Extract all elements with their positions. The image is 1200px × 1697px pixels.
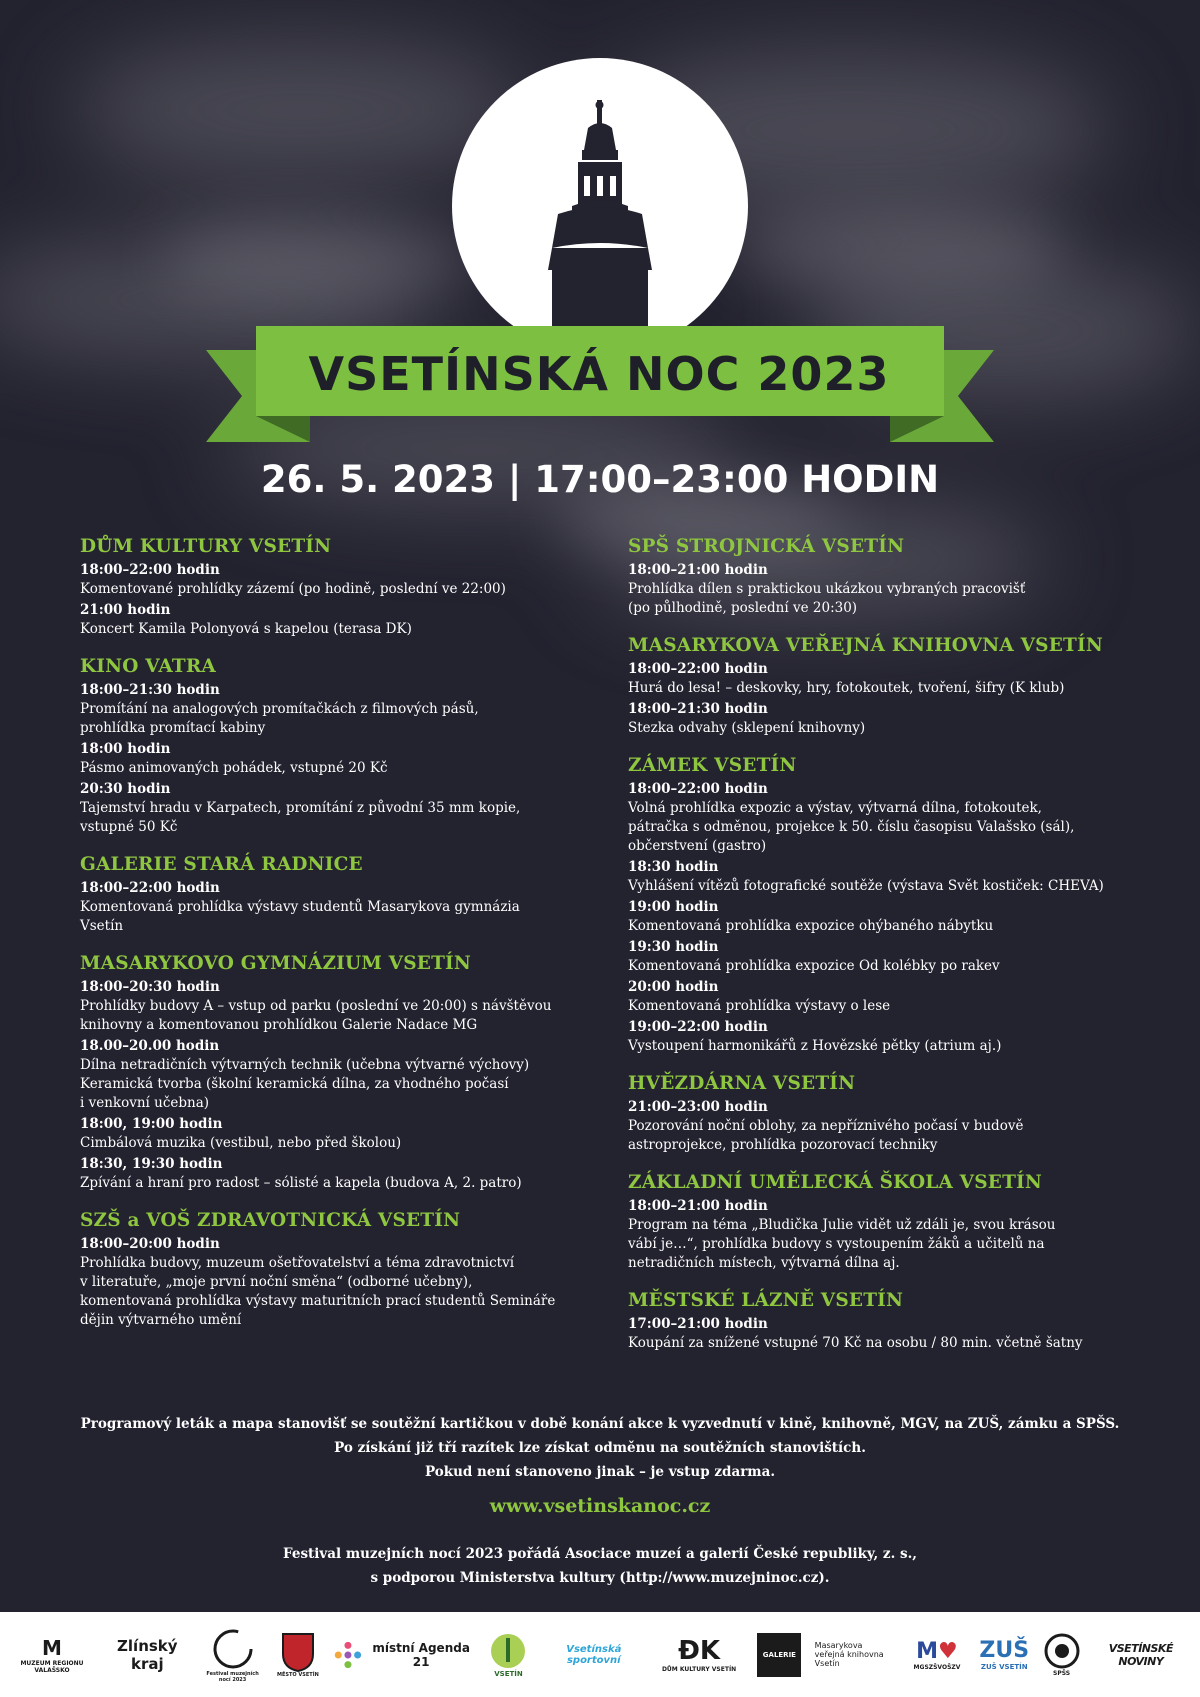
event-time: 18:00–20:00 hodin xyxy=(80,1236,220,1252)
event-description: vstupné 50 Kč xyxy=(80,819,178,835)
festival-muzejnich-noci-logo: Festival muzejních nocí 2023 xyxy=(203,1622,263,1688)
event-description: v literatuře, „moje první noční směna“ (odborné učebny), xyxy=(80,1274,473,1290)
event-description: Koupání za snížené vstupné 70 Kč na osobu / 80 min. včetně šatny xyxy=(628,1335,1083,1351)
venue-section xyxy=(80,953,600,1193)
event-time: 18:00–21:00 hodin xyxy=(628,1198,768,1214)
mesto-vsetin-crest-logo: MĚSTO VSETÍN xyxy=(273,1622,323,1688)
event-time: 20:00 hodin xyxy=(628,979,719,995)
organizer-line: Festival muzejních nocí 2023 pořádá Asociace muzeí a galerií České republiky, z. s., xyxy=(283,1546,917,1562)
info-text xyxy=(0,1412,1200,1484)
event-description: Vystoupení harmonikářů z Hovězské pětky (atrium aj.) xyxy=(628,1038,1002,1054)
event-description: Promítání na analogových promítačkách z filmových pásů, xyxy=(80,701,479,717)
event-time: 18:00–22:00 hodin xyxy=(628,661,768,677)
event-date-time: 26. 5. 2023 | 17:00–23:00 HODIN xyxy=(260,458,940,501)
event-time: 18:30 hodin xyxy=(628,859,719,875)
event-description: Pozorování noční oblohy, za nepříznivého počasí v budově xyxy=(628,1118,1024,1134)
event-time: 18:00–21:30 hodin xyxy=(628,701,768,717)
event-description: Vsetín xyxy=(80,918,124,934)
program-left-column xyxy=(80,536,600,1347)
organizer-line: s podporou Ministerstva kultury (http://www.muzejninoc.cz). xyxy=(370,1570,830,1586)
zus-vsetin-logo: ZUŠ ZUŠ VSETÍN xyxy=(979,1638,1030,1671)
event-time: 18:00–22:00 hodin xyxy=(80,880,220,896)
venue-name: SZŠ a VOŠ ZDRAVOTNICKÁ VSETÍN xyxy=(80,1210,461,1231)
event-time: 18:00–22:00 hodin xyxy=(628,781,768,797)
event-description: Prohlídky budovy A – vstup od parku (poslední ve 20:00) s návštěvou xyxy=(80,998,552,1014)
venue-section xyxy=(628,1172,1128,1273)
venue-name: ZÁKLADNÍ UMĚLECKÁ ŠKOLA VSETÍN xyxy=(628,1172,1043,1193)
event-description: Dílna netradičních výtvarných technik (učebna výtvarné výchovy) xyxy=(80,1057,530,1073)
event-description: Prohlídka budovy, muzeum ošetřovatelství a téma zdravotnictví xyxy=(80,1255,515,1271)
vsetinska-sportovni-logo: Vsetínská sportovní xyxy=(566,1643,622,1666)
event-time: 21:00–23:00 hodin xyxy=(628,1099,768,1115)
event-time: 17:00–21:00 hodin xyxy=(628,1316,768,1332)
venue-name: MASARYKOVO GYMNÁZIUM VSETÍN xyxy=(80,953,472,974)
event-description: Stezka odvahy (sklepení knihovny) xyxy=(628,720,866,736)
event-description: Zpívání a hraní pro radost – sólisté a kapela (budova A, 2. patro) xyxy=(80,1175,522,1191)
event-description: astroprojekce, prohlídka pozorovací techniky xyxy=(628,1137,938,1153)
event-description: knihovny a komentovanou prohlídkou Galerie Nadace MG xyxy=(80,1017,478,1033)
program-right-column xyxy=(628,536,1128,1370)
event-description: pátračka s odměnou, projekce k 50. číslu časopisu Valašsko (sál), xyxy=(628,819,1075,835)
event-description: Keramická tvorba (školní keramická dílna, za vhodného počasí xyxy=(80,1076,509,1092)
event-description: Komentovaná prohlídka výstavy o lese xyxy=(628,998,891,1014)
event-time: 18:00 hodin xyxy=(80,741,171,757)
venue-section xyxy=(80,854,600,936)
event-description: (po půlhodině, poslední ve 20:30) xyxy=(628,600,858,616)
event-description: Prohlídka dílen s praktickou ukázkou vybraných pracovišť xyxy=(628,581,1026,597)
vsetinske-noviny-logo: VSETÍNSKÉ NOVINY xyxy=(1108,1641,1173,1668)
website-link[interactable]: www.vsetinskanoc.cz xyxy=(489,1495,711,1517)
venue-section xyxy=(628,1290,1128,1353)
museum-regionu-valassko-logo: M MUZEUM REGIONU VALAŠSKO xyxy=(20,1635,84,1674)
event-description: Pásmo animovaných pohádek, vstupné 20 Kč xyxy=(80,760,388,776)
event-description: Koncert Kamila Polonyová s kapelou (terasa DK) xyxy=(80,621,412,637)
event-time: 21:00 hodin xyxy=(80,602,171,618)
venue-name: KINO VATRA xyxy=(80,656,216,677)
event-time: 19:30 hodin xyxy=(628,939,719,955)
venue-name: GALERIE STARÁ RADNICE xyxy=(80,854,363,875)
info-line: Programový leták a mapa stanovišť se soutěžní kartičkou v době konání akce k vyzvednutí v kině, knihovně, MGV, na ZUŠ, zámku a SPŠS. xyxy=(80,1416,1120,1432)
event-title: VSETÍNSKÁ NOC 2023 xyxy=(308,347,890,401)
venue-name: ZÁMEK VSETÍN xyxy=(628,755,797,776)
zdrave-mesto-vsetin-logo: VSETÍN xyxy=(483,1622,533,1688)
venue-section xyxy=(80,656,600,837)
event-description: Tajemství hradu v Karpatech, promítání z původní 35 mm kopie, xyxy=(80,800,521,816)
event-description: Cimbálová muzika (vestibul, nebo před školou) xyxy=(80,1135,402,1151)
venue-section xyxy=(80,536,600,639)
event-time: 18:00–21:00 hodin xyxy=(628,562,768,578)
venue-section xyxy=(628,635,1128,738)
event-time: 18:00–20:30 hodin xyxy=(80,979,220,995)
info-line: Pokud není stanoveno jinak – je vstup zdarma. xyxy=(424,1464,776,1480)
venue-name: MĚSTSKÉ LÁZNĚ VSETÍN xyxy=(628,1290,904,1311)
event-time: 20:30 hodin xyxy=(80,781,171,797)
event-description: netradičních místech, výtvarná dílna aj. xyxy=(628,1255,900,1271)
event-time: 18:00, 19:00 hodin xyxy=(80,1116,223,1132)
organizer-text xyxy=(0,1542,1200,1590)
dum-kultury-vsetin-logo: ĐK DŮM KULTURY VSETÍN xyxy=(661,1636,737,1673)
venue-section xyxy=(80,1210,600,1330)
masarykova-knihovna-logo: Masarykova veřejná knihovna Vsetín xyxy=(814,1641,884,1668)
venue-section xyxy=(628,1073,1128,1155)
event-time: 18:00–22:00 hodin xyxy=(80,562,220,578)
event-description: Komentovaná prohlídka expozice ohýbaného nábytku xyxy=(628,918,994,934)
event-description: Komentované prohlídky zázemí (po hodině, poslední ve 22:00) xyxy=(80,581,506,597)
info-line: Po získání již tří razítek lze získat odměnu na soutěžních stanovištích. xyxy=(334,1440,866,1456)
zlinsky-kraj-logo: Zlínský kraj xyxy=(117,1636,178,1673)
event-time: 18:30, 19:30 hodin xyxy=(80,1156,223,1172)
event-time: 19:00–22:00 hodin xyxy=(628,1019,768,1035)
venue-name: SPŠ STROJNICKÁ VSETÍN xyxy=(628,536,905,557)
galerie-logo: GALERIE xyxy=(754,1622,804,1688)
event-time: 18.00–20.00 hodin xyxy=(80,1038,220,1054)
event-description: i venkovní učebna) xyxy=(80,1095,210,1111)
mgv-logo: M♥ MGSZŠVOŠZV xyxy=(913,1638,961,1671)
venue-name: MASARYKOVA VEŘEJNÁ KNIHOVNA VSETÍN xyxy=(628,635,1103,656)
event-description: prohlídka promítací kabiny xyxy=(80,720,266,736)
mistni-agenda-21-logo: místní Agenda 21 xyxy=(333,1622,473,1688)
event-description: Volná prohlídka expozic a výstav, výtvarná dílna, fotokoutek, xyxy=(628,800,1042,816)
venue-name: DŮM KULTURY VSETÍN xyxy=(80,536,332,557)
event-description: vábí je…“, prohlídka budovy s vystoupením žáků a učitelů na xyxy=(628,1236,1045,1252)
event-description: komentovaná prohlídka výstavy maturitních prací studentů Semináře xyxy=(80,1293,556,1309)
venue-section xyxy=(628,755,1128,1056)
event-time: 19:00 hodin xyxy=(628,899,719,915)
spss-logo: SPŠS xyxy=(1040,1622,1084,1688)
event-description: Vyhlášení vítězů fotografické soutěže (výstava Svět kostiček: CHEVA) xyxy=(628,878,1104,894)
event-description: Komentovaná prohlídka expozice Od kolébky po rakev xyxy=(628,958,1000,974)
event-description: Program na téma „Bludička Julie vidět už zdáli je, svou krásou xyxy=(628,1217,1056,1233)
partner-logos-bar xyxy=(0,1612,1200,1697)
event-description: Komentovaná prohlídka výstavy studentů Masarykova gymnázia xyxy=(80,899,520,915)
event-description: Hurá do lesa! – deskovky, hry, fotokoutek, tvoření, šifry (K klub) xyxy=(628,680,1065,696)
venue-name: HVĚZDÁRNA VSETÍN xyxy=(628,1073,856,1094)
event-description: občerstvení (gastro) xyxy=(628,838,767,854)
event-time: 18:00–21:30 hodin xyxy=(80,682,220,698)
event-description: dějin výtvarného umění xyxy=(80,1312,242,1328)
venue-section xyxy=(628,536,1128,618)
